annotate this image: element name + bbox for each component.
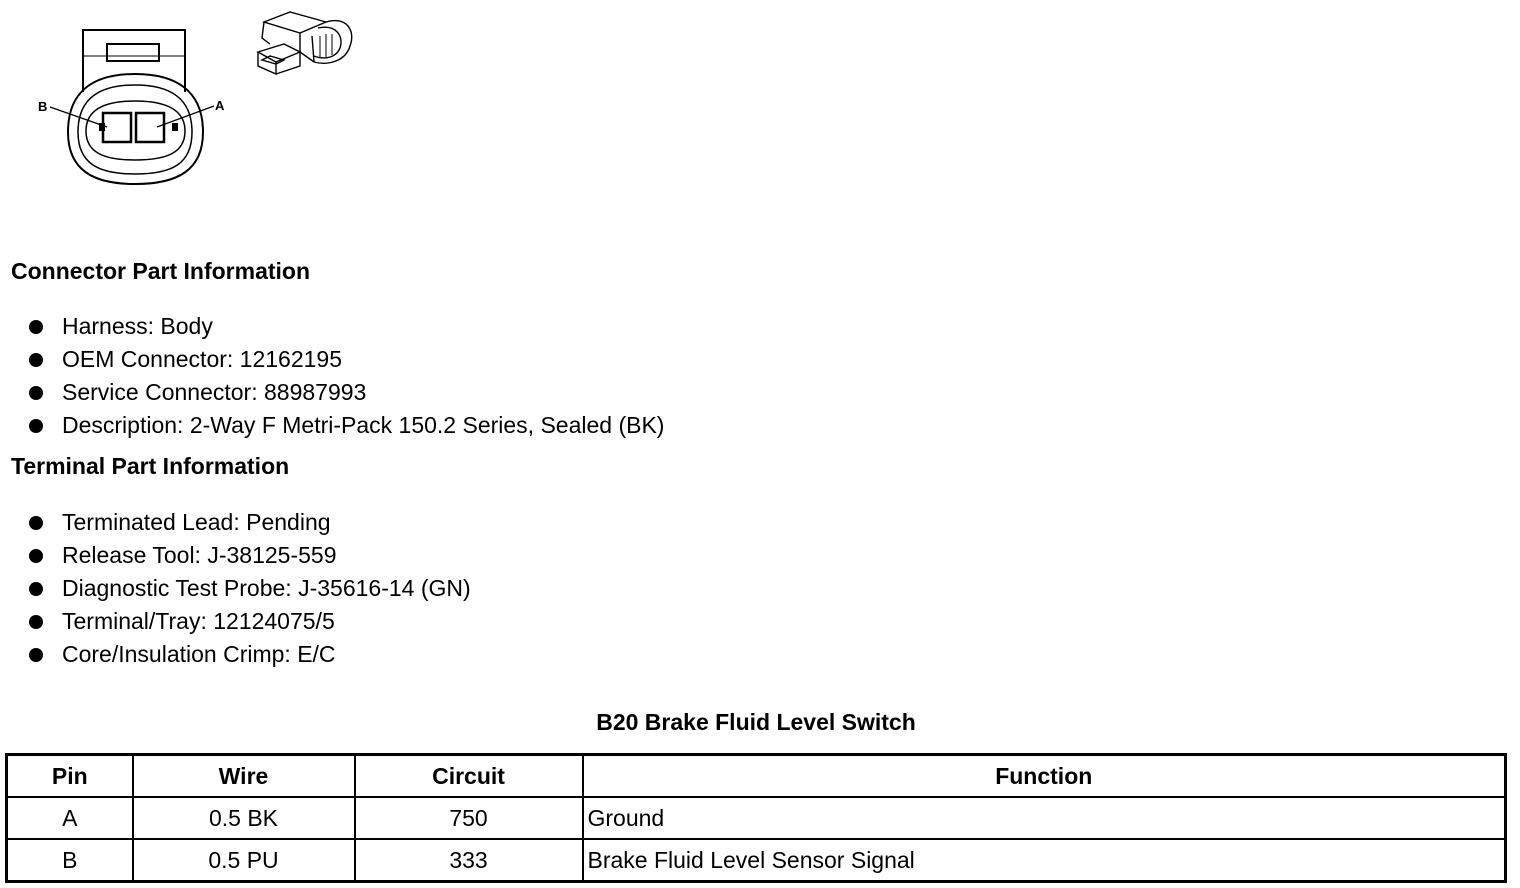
list-item [28, 310, 664, 343]
column-header-circuit: Circuit [355, 755, 583, 798]
pin-label-a: A [215, 98, 225, 113]
connector-iso-icon [258, 12, 352, 74]
bullet-icon [29, 582, 43, 596]
bullet-icon [29, 320, 43, 334]
list-item-text: Core/Insulation Crimp: E/C [62, 641, 336, 667]
cell-pin: A [7, 797, 133, 839]
bullet-icon [29, 386, 43, 400]
list-item [28, 539, 471, 572]
terminal-part-info-list [28, 506, 471, 671]
cell-circuit: 750 [355, 797, 583, 839]
cell-wire: 0.5 BK [133, 797, 355, 839]
list-item [28, 506, 471, 539]
terminal-part-info-heading: Terminal Part Information [11, 453, 290, 479]
list-item-text: Service Connector: 88987993 [62, 379, 367, 405]
list-item [28, 572, 471, 605]
table-header-row [7, 755, 1506, 798]
list-item [28, 409, 664, 442]
list-item [28, 638, 471, 671]
table-row [7, 839, 1506, 882]
column-header-pin: Pin [7, 755, 133, 798]
table-row [7, 797, 1506, 839]
pin-label-b: B [38, 99, 48, 114]
cell-pin: B [7, 839, 133, 882]
cell-wire: 0.5 PU [133, 839, 355, 882]
list-item [28, 343, 664, 376]
connector-part-info-heading: Connector Part Information [11, 258, 311, 284]
column-header-function: Function [583, 755, 1506, 798]
cell-circuit: 333 [355, 839, 583, 882]
list-item-text: Release Tool: J-38125-559 [62, 542, 337, 568]
bullet-icon [29, 549, 43, 563]
column-header-wire: Wire [133, 755, 355, 798]
cell-function: Brake Fluid Level Sensor Signal [583, 839, 1506, 882]
connector-diagram [0, 0, 420, 210]
pinout-table [5, 753, 1507, 883]
list-item-text: Diagnostic Test Probe: J-35616-14 (GN) [62, 575, 471, 601]
list-item [28, 605, 471, 638]
bullet-icon [29, 353, 43, 367]
list-item-text: OEM Connector: 12162195 [62, 346, 343, 372]
bullet-icon [29, 615, 43, 629]
table-title: B20 Brake Fluid Level Switch [596, 709, 916, 735]
connector-part-info-list [28, 310, 664, 442]
bullet-icon [29, 419, 43, 433]
list-item-text: Harness: Body [62, 313, 213, 339]
bullet-icon [29, 648, 43, 662]
bullet-icon [29, 516, 43, 530]
list-item-text: Description: 2-Way F Metri-Pack 150.2 Series, Sealed (BK) [62, 412, 665, 438]
cell-function: Ground [583, 797, 1506, 839]
list-item-text: Terminal/Tray: 12124075/5 [62, 608, 335, 634]
list-item [28, 376, 664, 409]
list-item-text: Terminated Lead: Pending [62, 509, 331, 535]
